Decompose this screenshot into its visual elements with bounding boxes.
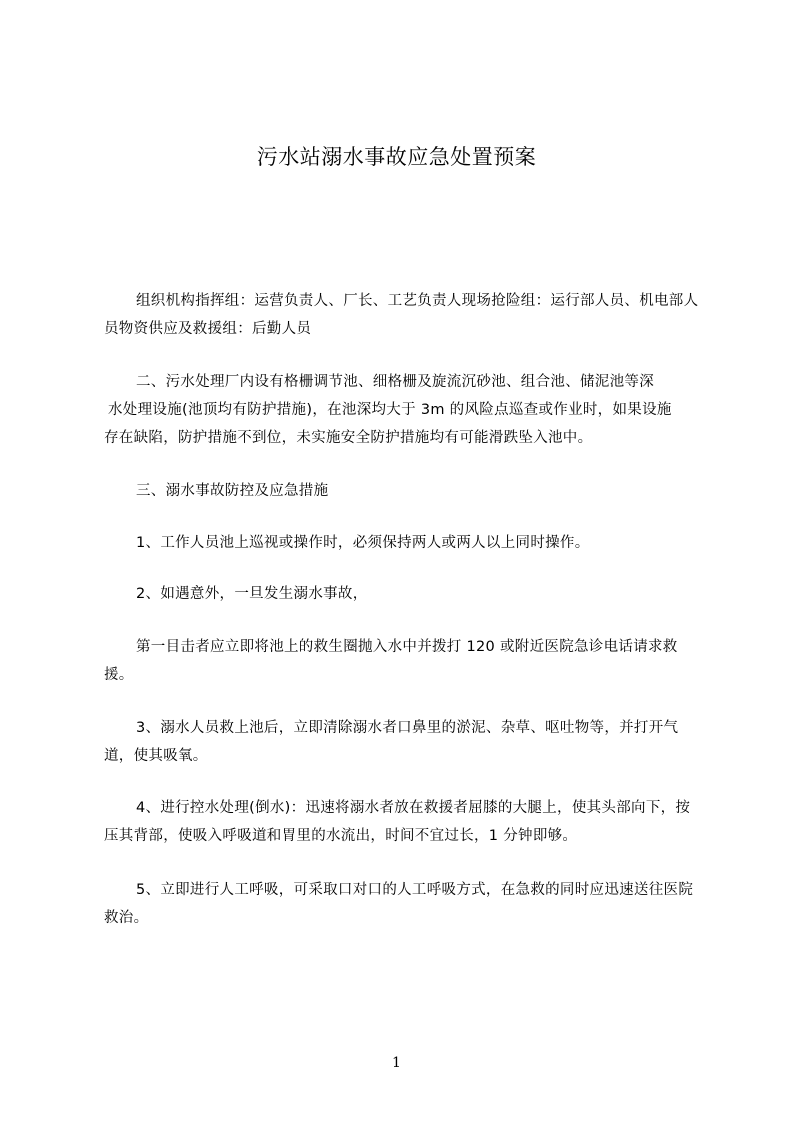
paragraph-item-5: 5、立即进行人工呼吸，可采取口对口的人工呼吸方式，在急救的同时应迅速送往医院救治。: [104, 882, 694, 926]
paragraph-first-witness: 第一目击者应立即将池上的救生圈抛入水中并拨打 120 或附近医院急诊电话请求救援。: [104, 639, 678, 683]
paragraph-organization: 组织机构指挥组：运营负责人、厂长、工艺负责人现场抢险组：运行部人员、机电部人员物资供应及救援组：后勤人员: [104, 293, 699, 337]
page-number: 1: [392, 1055, 401, 1071]
paragraph-risk-description: [104, 368, 698, 452]
paragraph-risk-line-1: 二、污水处理厂内设有格栅调节池、细格栅及旋流沉砂池、组合池、储泥池等深: [136, 374, 654, 390]
paragraph-item-1: 1、工作人员池上巡视或操作时，必须保持两人或两人以上同时操作。: [136, 535, 590, 551]
paragraph-risk-line-3: 存在缺陷，防护措施不到位，未实施安全防护措施均有可能滑跌坠入池中。: [104, 430, 593, 446]
section-heading-measures: 三、溺水事故防控及应急措施: [136, 483, 329, 499]
document-title: 污水站溺水事故应急处置预案: [256, 145, 537, 169]
paragraph-item-4: 4、进行控水处理(倒水)：迅速将溺水者放在救援者屈膝的大腿上，使其头部向下，按压其背部，使吸入呼吸道和胃里的水流出，时间不宜过长，1 分钟即够。: [104, 800, 691, 844]
paragraph-risk-line-2: 水处理设施(池顶均有防护措施)，在池深均大于 3m 的风险点巡查或作业时，如果设施: [108, 402, 672, 418]
paragraph-item-2: 2、如遇意外，一旦发生溺水事故，: [136, 586, 368, 602]
paragraph-item-3: 3、溺水人员救上池后，立即清除溺水者口鼻里的淤泥、杂草、呕吐物等，并打开气道，使其吸氧。: [104, 720, 679, 764]
